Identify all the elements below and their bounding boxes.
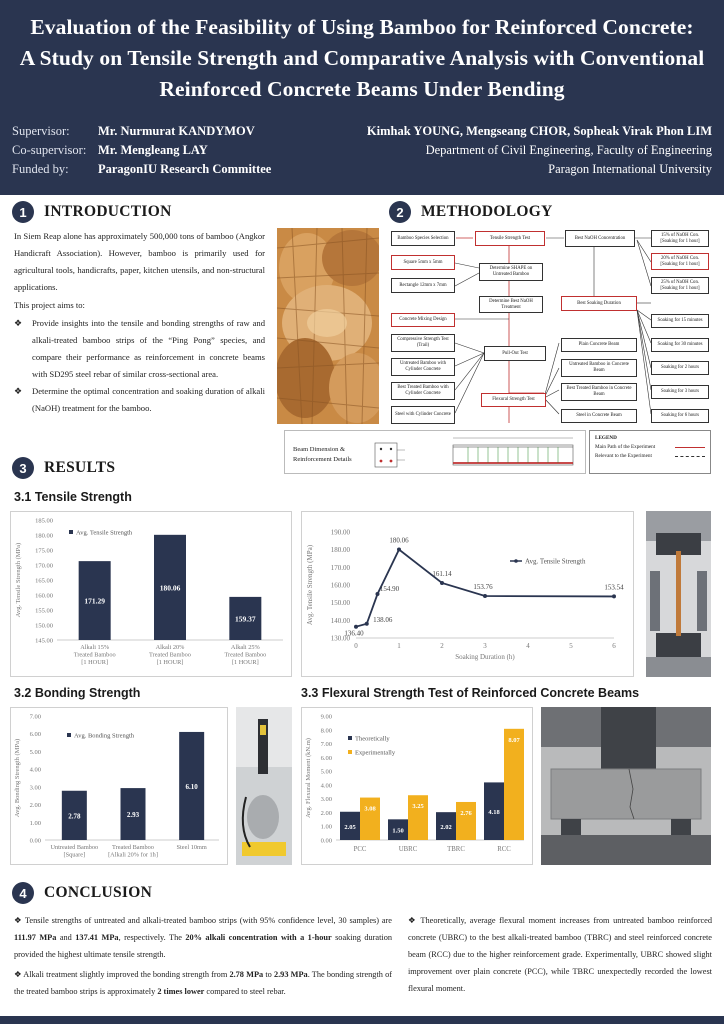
legend-label: Avg. Tensile Strength <box>76 529 133 537</box>
y-tick-label: 2.00 <box>29 802 41 810</box>
cosupervisor-name: Mr. Mengleang LAY <box>98 143 208 157</box>
legend-label: Theoretically <box>355 735 390 743</box>
subsection-title: 3.2 Bonding Strength <box>14 686 141 700</box>
conclusion-right <box>408 912 712 1000</box>
y-tick-label: 5.00 <box>320 768 332 776</box>
beam-drawing <box>373 433 583 473</box>
title-line-2: A Study on Tensile Strength and Comparative Analysis with Conventional <box>19 46 705 70</box>
y-axis-label: Avg. Bonding Strength (MPa) <box>14 738 21 818</box>
legend-title: LEGEND <box>595 435 617 441</box>
x-tick-label: Treated Bamboo <box>149 651 191 659</box>
legend-label: Experimentally <box>355 749 396 757</box>
methodology-legend <box>589 430 711 474</box>
data-point <box>483 594 487 598</box>
x-tick-label: Alkali 15% <box>80 644 110 651</box>
flow-box: Tensile Strength Test <box>475 231 545 246</box>
bold-text: 111.97 MPa <box>14 933 57 942</box>
legend-swatch <box>67 733 71 737</box>
data-point <box>365 622 369 626</box>
bullet-icon: ❖ <box>14 386 23 396</box>
data-label: 2.05 <box>344 823 356 831</box>
flow-box: Untreated Bamboo with Cylinder Concrete <box>391 358 455 376</box>
y-tick-label: 155.00 <box>35 607 53 615</box>
title-line-3: Reinforced Concrete Beams Under Bending <box>159 77 565 101</box>
flow-box: Soaking for 3 hours <box>651 385 709 399</box>
x-tick-label: [1 HOUR] <box>156 659 184 666</box>
text: Theoretically, average flexural moment increases from untreated bamboo reinforced concrete (UBRC) to the best alkali-treated bamboo (TBRC) and steel reinforced concrete beam (RCC) due to the higher reinforcement grade. Experimentally, UBRC showed slight improvement over plain concrete (PCC), while TBRC unexpectedly recorded the lowest flexural moment. <box>408 916 712 993</box>
flow-box: Bamboo Species Selection <box>391 231 455 246</box>
bullet-icon: ❖ <box>14 970 22 979</box>
y-tick-label: 180.00 <box>330 546 350 555</box>
text: to <box>263 970 274 979</box>
legend-marker <box>514 559 518 563</box>
y-tick-label: 1.00 <box>320 823 332 831</box>
x-tick-label: 6 <box>612 642 616 650</box>
y-tick-label: 185.00 <box>35 517 53 525</box>
chart-svg <box>302 708 534 866</box>
bamboo-crafts-photo <box>277 228 379 424</box>
y-tick-label: 6.00 <box>320 754 332 762</box>
authors: Kimhak YOUNG, Mengseang CHOR, Sopheak Virak Phon LIM <box>366 124 712 138</box>
x-tick-label: [1 HOUR] <box>81 659 109 666</box>
y-tick-label: 5.00 <box>29 748 41 756</box>
y-tick-label: 165.00 <box>35 577 53 585</box>
y-tick-label: 180.00 <box>35 532 53 540</box>
results-heading <box>12 457 115 479</box>
legend-swatch <box>348 750 352 754</box>
university: Paragon International University <box>548 162 712 176</box>
text: , respectively. The <box>118 933 186 942</box>
flow-box: Compressive Strength Test (Trail) <box>391 334 455 352</box>
beam-label: Beam Dimension & Reinforcement Details <box>293 446 352 463</box>
conclusion-point-1 <box>14 912 392 963</box>
data-label: 2.78 <box>68 812 81 821</box>
bullet-text: Determine the optimal concentration and soaking duration of alkali (NaOH) treatment for the bamboo. <box>32 386 265 413</box>
data-point <box>440 581 444 585</box>
cosupervisor-label: Co-supervisor: <box>12 143 87 157</box>
text: Tensile strengths of untreated and alkali-treated bamboo strips (with 95% confidence level, 30 samples) are <box>24 916 392 925</box>
flow-box: Rectangle 12mm x 7mm <box>391 278 455 293</box>
y-tick-label: 160.00 <box>330 581 350 590</box>
bold-text: 137.41 MPa <box>75 933 119 942</box>
x-tick-label: RCC <box>497 846 511 853</box>
flow-box: Best NaOH Concentration <box>565 230 635 247</box>
x-tick-label: 4 <box>526 642 530 650</box>
intro-bullet-2 <box>14 383 265 417</box>
flow-box: Plain Concrete Beam <box>561 338 637 352</box>
y-tick-label: 2.00 <box>320 809 332 817</box>
meta-labels <box>12 122 86 179</box>
y-tick-label: 4.00 <box>29 766 41 774</box>
y-tick-label: 150.00 <box>35 622 53 630</box>
y-tick-label: 170.00 <box>330 563 350 572</box>
legend-label: Avg. Tensile Strength <box>525 557 586 566</box>
y-tick-label: 0.00 <box>29 837 41 845</box>
y-tick-label: 190.00 <box>330 528 350 537</box>
text: and <box>56 933 76 942</box>
y-tick-label: 0.00 <box>320 837 332 845</box>
x-tick-label: [Alkali 20% for 1h] <box>108 851 158 859</box>
x-tick-label: Treated Bamboo <box>112 844 154 851</box>
y-tick-label: 7.00 <box>29 713 41 721</box>
section-title: RESULTS <box>44 459 116 476</box>
y-tick-label: 1.00 <box>29 819 41 827</box>
data-point <box>354 625 358 629</box>
flow-box: Best Treated Bamboo with Cylinder Concrete <box>391 382 455 400</box>
y-tick-label: 140.00 <box>330 616 350 625</box>
section-number: 4 <box>12 882 34 904</box>
flow-box: 20% of NaOH Con. [Soaking for 1 hour] <box>651 253 709 270</box>
data-label: 3.08 <box>364 805 376 813</box>
section-number: 1 <box>12 201 34 223</box>
section-title: INTRODUCTION <box>44 203 172 220</box>
intro-text <box>14 228 265 417</box>
x-tick-label: Treated Bamboo <box>73 651 116 659</box>
flow-box: 15% of NaOH Con. [Soaking for 1 hour] <box>651 230 709 247</box>
chart-svg <box>11 512 293 678</box>
flow-box: Soaking for 2 hours <box>651 361 709 375</box>
legend-swatch <box>69 530 73 534</box>
bullet-icon: ❖ <box>408 916 417 925</box>
legend-relevant-label: Relevant to the Experiment <box>595 453 652 459</box>
x-axis-label: Soaking Duration (h) <box>455 653 515 661</box>
x-tick-label: 1 <box>397 642 401 650</box>
y-tick-label: 130.00 <box>330 634 350 643</box>
data-label: 154.90 <box>379 585 400 594</box>
data-label: 180.06 <box>389 536 409 545</box>
y-tick-label: 8.00 <box>320 727 332 735</box>
conclusion-heading <box>12 882 152 904</box>
text: compared to steel rebar. <box>204 987 286 996</box>
beam-details <box>284 430 586 474</box>
y-tick-label: 3.00 <box>320 796 332 804</box>
legend-relevant-row <box>595 452 705 461</box>
legend-main-row <box>595 443 705 452</box>
flow-box: Square 5mm x 5mm <box>391 255 455 270</box>
y-tick-label: 175.00 <box>35 547 53 555</box>
y-tick-label: 6.00 <box>29 731 41 739</box>
chart-soaking-line <box>301 511 634 677</box>
footer-bar <box>0 1016 724 1024</box>
data-label: 159.37 <box>235 614 256 624</box>
section-title: METHODOLOGY <box>421 203 553 220</box>
x-tick-label: 3 <box>483 642 487 650</box>
x-tick-label: TBRC <box>447 846 465 853</box>
flow-box: Best Soaking Duration <box>561 296 637 311</box>
legend-label: Avg. Bonding Strength <box>74 732 135 740</box>
subsection-title: 3.1 Tensile Strength <box>14 490 132 504</box>
flow-box: 25% of NaOH Con. [Soaking for 1 hour] <box>651 277 709 294</box>
data-label: 3.25 <box>412 803 424 811</box>
data-label: 180.06 <box>159 583 181 593</box>
poster-title <box>10 12 714 105</box>
bar <box>456 802 476 840</box>
data-point <box>397 548 401 552</box>
y-tick-label: 150.00 <box>330 599 350 608</box>
flow-box: Flexural Strength Test <box>481 393 546 407</box>
flow-box: Soaking for 6 hours <box>651 409 709 423</box>
flexural-test-photo <box>541 707 711 865</box>
y-axis-label: Avg. Flexural Moment (kN.m) <box>305 738 312 818</box>
legend-main-line <box>675 447 705 448</box>
method-heading <box>389 201 553 223</box>
y-tick-label: 7.00 <box>320 741 332 749</box>
supervisor-label: Supervisor: <box>12 124 70 138</box>
y-tick-label: 3.00 <box>29 784 41 792</box>
x-tick-label: UBRC <box>398 846 418 853</box>
data-label: 8.07 <box>508 736 520 744</box>
data-label: 1.50 <box>392 827 404 835</box>
data-label: 153.54 <box>604 583 624 592</box>
data-label: 6.10 <box>185 782 198 791</box>
flow-box: Steel with Cylinder Concrete <box>391 406 455 424</box>
funded-label: Funded by: <box>12 162 69 176</box>
x-tick-label: 5 <box>569 642 573 650</box>
tensile-test-photo <box>646 511 711 677</box>
author-block <box>367 122 712 179</box>
x-tick-label: 0 <box>354 642 358 650</box>
pullout-test-photo <box>236 707 292 865</box>
flow-box: Soaking for 30 minutes <box>651 338 709 352</box>
bar <box>360 798 380 840</box>
bold-text: 2 times lower <box>157 987 205 996</box>
intro-paragraph: In Siem Reap alone has approximately 500,000 tons of bamboo (Angkor Handicraft Association). However, bamboo is primarily used for agricultural tools, handicrafts, paper, kitchen utensils, and non-structural applications. <box>14 231 265 292</box>
data-label: 2.93 <box>126 811 140 820</box>
bullet-icon: ❖ <box>14 916 23 925</box>
x-tick-label: Alkali 20% <box>155 644 185 651</box>
flow-box: Steel in Concrete Beam <box>561 409 637 423</box>
bullet-icon: ❖ <box>14 318 23 328</box>
data-label: 171.29 <box>84 596 105 606</box>
intro-aims: This project aims to: <box>14 300 85 310</box>
chart-svg <box>302 512 635 678</box>
x-tick-label: [1 HOUR] <box>231 659 259 666</box>
chart-svg <box>11 708 229 866</box>
y-tick-label: 145.00 <box>35 637 53 645</box>
x-tick-label: [Square] <box>63 851 86 859</box>
title-line-1: Evaluation of the Feasibility of Using Bamboo for Reinforced Concrete: <box>30 15 694 39</box>
methodology-flowchart <box>389 228 711 426</box>
y-axis-label: Avg. Tensile Strength (MPa) <box>15 542 22 618</box>
text: Alkali treatment slightly improved the bonding strength from <box>23 970 230 979</box>
data-label: 136.40 <box>344 629 364 638</box>
text: . The bonding strength of the treated bamboo strips is approximately <box>14 970 392 996</box>
data-label: 2.76 <box>460 809 472 817</box>
bold-text: 20% alkali concentration with a 1-hour <box>185 933 332 942</box>
data-label: 138.06 <box>373 615 393 624</box>
data-label: 4.18 <box>488 809 500 817</box>
supervisor-name: Mr. Nurmurat KANDYMOV <box>98 124 255 138</box>
conclusion-point-2 <box>14 966 392 1000</box>
data-label: 161.14 <box>432 569 452 578</box>
data-label: 2.02 <box>440 824 452 832</box>
bar <box>504 729 524 840</box>
section-title: CONCLUSION <box>44 884 153 901</box>
bar <box>408 795 428 840</box>
flow-box: Determine SHAPE on Untreated Bamboo <box>479 263 543 281</box>
conclusion-left <box>14 912 392 1003</box>
meta-values <box>98 122 271 179</box>
data-label: 153.76 <box>473 583 493 592</box>
x-tick-label: Treated Bamboo <box>224 651 267 659</box>
y-axis-label: Avg. Tensile Strength (MPa) <box>306 544 314 626</box>
bullet-text: Provide insights into the tensile and bonding strengths of raw and alkali-treated bamboo strips of the “Ping Pong” species, and compare their performance as reinforcement in concrete beams with SD295 steel rebar of similar cross-sectional area. <box>32 318 265 379</box>
section-number: 3 <box>12 457 34 479</box>
flow-box: Best Treated Bamboo in Concrete Beam <box>561 383 637 401</box>
chart-tensile-bar <box>10 511 292 677</box>
funder-name: ParagonIU Research Committee <box>98 162 272 176</box>
bold-text: 2.93 MPa <box>273 970 308 979</box>
y-tick-label: 4.00 <box>320 782 332 790</box>
intro-bullet-1 <box>14 315 265 383</box>
y-tick-label: 160.00 <box>35 592 53 600</box>
x-tick-label: Steel 10mm <box>176 844 207 851</box>
legend-swatch <box>348 736 352 740</box>
y-tick-label: 9.00 <box>320 713 332 721</box>
x-tick-label: 2 <box>440 642 444 650</box>
flow-box: Untreated Bamboo in Concrete Beam <box>561 359 637 377</box>
poster-header <box>0 0 724 195</box>
y-tick-label: 170.00 <box>35 562 53 570</box>
intro-heading <box>12 201 172 223</box>
bold-text: 2.78 MPa <box>229 970 264 979</box>
x-tick-label: PCC <box>353 846 367 853</box>
chart-flexural-bar <box>301 707 533 865</box>
flow-box: Determine Best NaOH Treatment <box>479 296 543 313</box>
department: Department of Civil Engineering, Faculty of Engineering <box>425 143 712 157</box>
flow-box: Soaking for 15 minutes <box>651 314 709 328</box>
conclusion-point-3 <box>408 912 712 997</box>
text: soaking duration provided the highest ultimate tensile strength. <box>14 933 392 959</box>
flow-box: Pull-Out Test <box>484 346 546 361</box>
legend-relevant-line <box>675 456 705 457</box>
flow-box: Concrete Mixing Design <box>391 313 455 327</box>
section-number: 2 <box>389 201 411 223</box>
x-tick-label: Alkali 25% <box>230 644 260 651</box>
chart-bonding-bar <box>10 707 228 865</box>
x-tick-label: Untreated Bamboo <box>50 844 99 851</box>
subsection-title: 3.3 Flexural Strength Test of Reinforced Concrete Beams <box>301 686 640 700</box>
data-point <box>612 594 616 598</box>
legend-main-label: Main Path of the Experiment <box>595 444 656 450</box>
